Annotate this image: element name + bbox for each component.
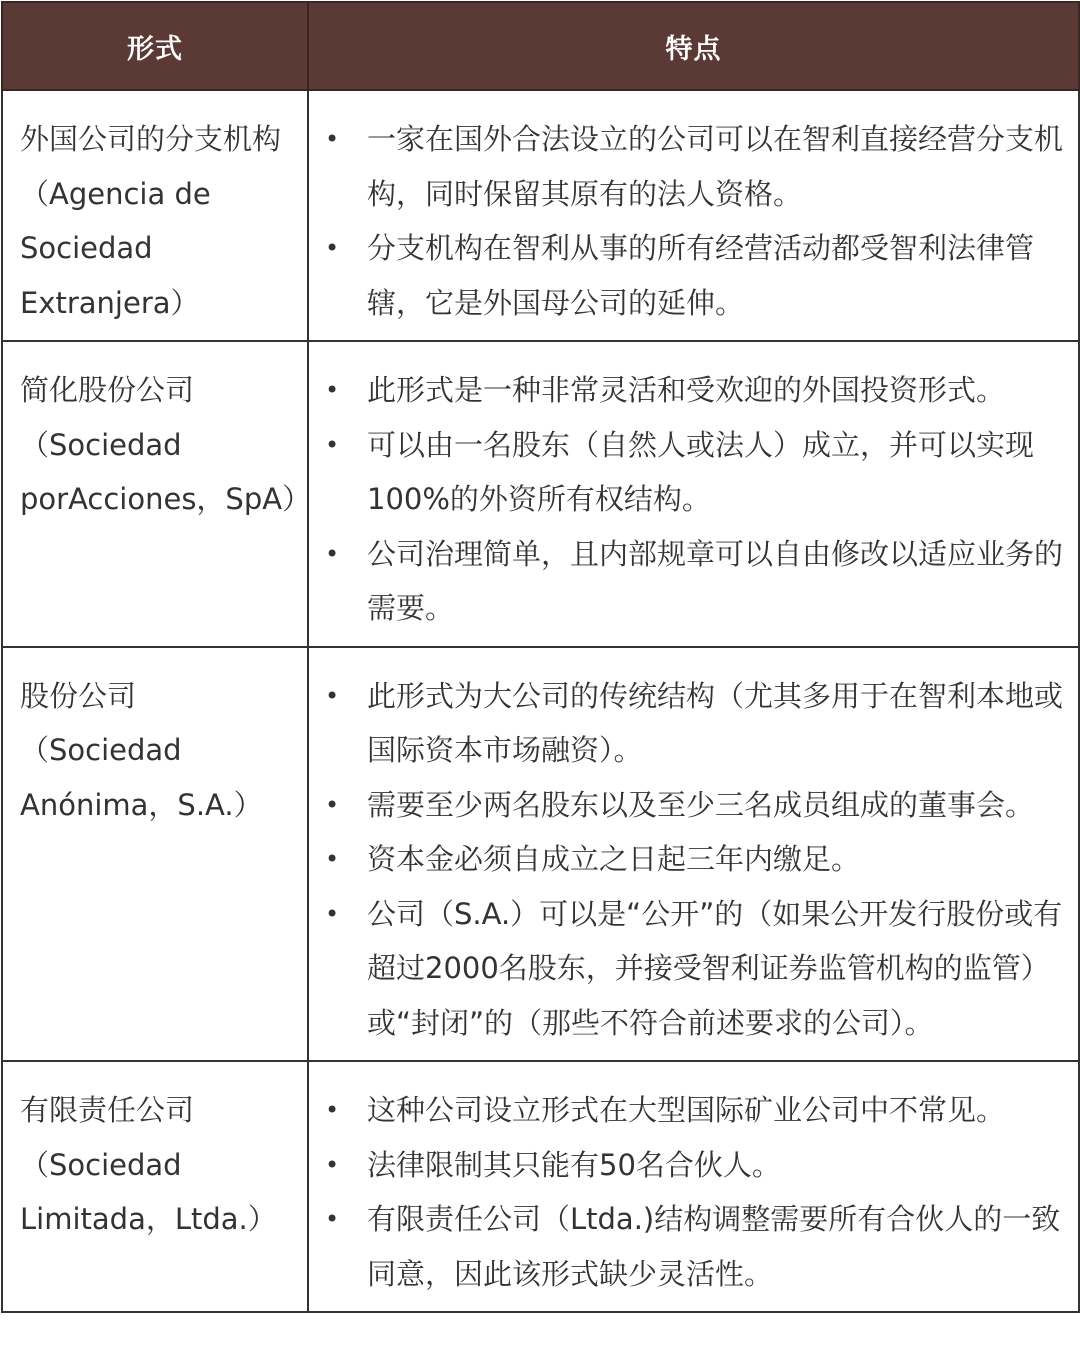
features-cell [308, 1061, 1079, 1312]
bullet-icon: • [325, 376, 340, 404]
bullet-icon: • [325, 899, 340, 928]
bullet-icon: • [325, 681, 340, 710]
feature-text: 公司（S.A.）可以是“公开”的（如果公开发行股份或有超过2000名股东，并接受智利证券监管机构的监管）或“封闭”的（那些不符合前述要求的公司）。 [367, 896, 1063, 1040]
table-header-row [2, 2, 1079, 90]
form-cell [2, 1061, 308, 1312]
bullet-icon: • [325, 430, 340, 459]
feature-item [309, 1192, 1078, 1301]
table-row [2, 1061, 1079, 1312]
feature-item [309, 527, 1078, 636]
header-form: 形式 [2, 2, 308, 90]
form-cell [2, 90, 308, 341]
feature-item [309, 363, 1078, 418]
header-features: 特点 [308, 2, 1079, 90]
bullet-icon: • [325, 125, 340, 153]
feature-text: 一家在国外合法设立的公司可以在智利直接经营分支机构，同时保留其原有的法人资格。 [367, 122, 1064, 211]
feature-item [309, 221, 1078, 330]
table-row [2, 90, 1079, 341]
form-name-en: （Sociedad porAcciones，SpA） [20, 427, 312, 516]
table-row [2, 647, 1079, 1062]
feature-text: 公司治理简单，且内部规章可以自由修改以适应业务的需要。 [367, 536, 1064, 625]
bullet-icon: • [325, 845, 340, 873]
form-name-zh: 股份公司 [20, 678, 137, 713]
feature-text: 法律限制其只能有50名合伙人。 [367, 1147, 781, 1182]
feature-item [309, 778, 1078, 833]
bullet-icon: • [325, 234, 340, 262]
feature-item [309, 1083, 1078, 1138]
feature-item [309, 887, 1078, 1051]
feature-text: 此形式是一种非常灵活和受欢迎的外国投资形式。 [367, 373, 1006, 407]
feature-text: 此形式为大公司的传统结构（尤其多用于在智利本地或国际资本市场融资）。 [367, 678, 1064, 767]
form-name-zh: 有限责任公司 [20, 1093, 195, 1127]
bullet-icon: • [325, 539, 340, 568]
form-name-en: （Agencia de Sociedad Extranjera） [20, 176, 211, 320]
feature-text: 有限责任公司（Ltda.)结构调整需要所有合伙人的一致同意，因此该形式缺少灵活性。 [367, 1202, 1061, 1291]
company-forms-table-container [1, 1, 1078, 1313]
features-list [309, 112, 1078, 330]
form-cell [2, 647, 308, 1062]
feature-item [309, 1138, 1078, 1193]
feature-item [309, 669, 1078, 778]
features-list [309, 669, 1078, 1051]
bullet-icon: • [325, 1096, 340, 1124]
bullet-icon: • [325, 790, 340, 819]
form-name-en: （Sociedad Anónima，S.A.） [20, 733, 263, 822]
feature-text: 这种公司设立形式在大型国际矿业公司中不常见。 [367, 1093, 1006, 1127]
form-name-zh: 简化股份公司 [20, 373, 195, 407]
feature-text: 分支机构在智利从事的所有经营活动都受智利法律管辖，它是外国母公司的延伸。 [367, 231, 1035, 320]
table-row [2, 341, 1079, 647]
bullet-icon: • [325, 1150, 340, 1179]
features-list [309, 1083, 1078, 1301]
bullet-icon: • [325, 1205, 340, 1233]
features-cell [308, 341, 1079, 647]
feature-item [309, 112, 1078, 221]
company-forms-table [1, 1, 1080, 1313]
feature-text: 需要至少两名股东以及至少三名成员组成的董事会。 [367, 787, 1035, 822]
feature-item [309, 832, 1078, 887]
feature-text: 资本金必须自成立之日起三年内缴足。 [367, 842, 861, 876]
features-cell [308, 90, 1079, 341]
features-list [309, 363, 1078, 636]
form-name-en: （Sociedad Limitada，Ltda.） [20, 1147, 277, 1236]
features-cell [308, 647, 1079, 1062]
feature-text: 可以由一名股东（自然人或法人）成立，并可以实现100%的外资所有权结构。 [367, 427, 1035, 516]
form-name-zh: 外国公司的分支机构 [20, 122, 282, 156]
feature-item [309, 418, 1078, 527]
form-cell [2, 341, 312, 647]
